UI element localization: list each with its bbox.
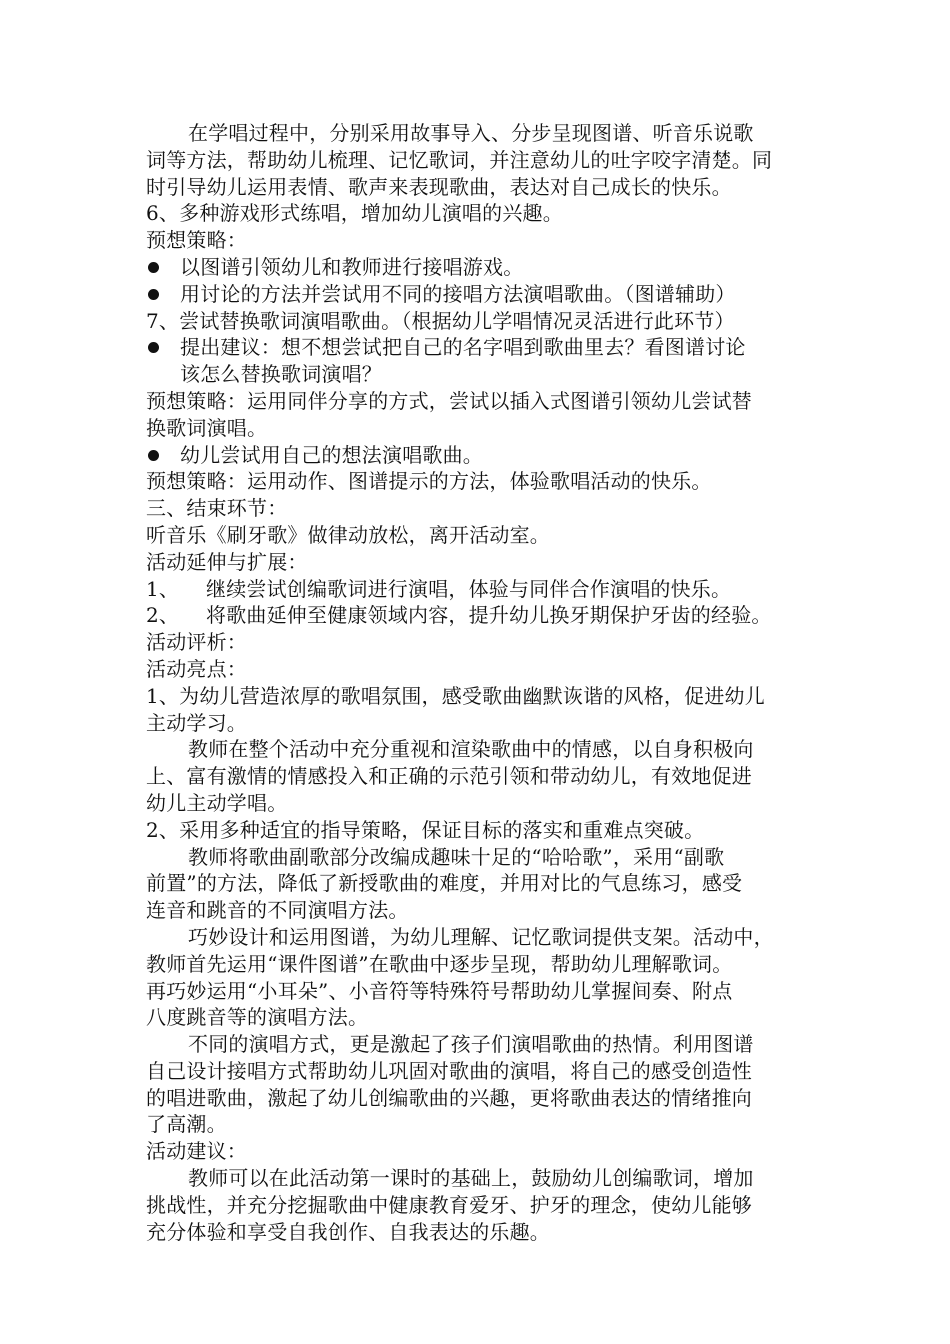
paragraph-line: 前置”的方法，降低了新授歌曲的难度，并用对比的气息练习，感受 — [146, 871, 743, 896]
paragraph-line: 词等方法，帮助幼儿梳理、记忆歌词，并注意幼儿的吐字咬字清楚。同 — [146, 147, 773, 172]
section-heading: 三、结束环节： — [146, 496, 288, 521]
bullet-item: 用讨论的方法并尝试用不同的接唱方法演唱歌曲。（图谱辅助） — [146, 281, 818, 308]
paragraph-line: 教师可以在此活动第一课时的基础上，鼓励幼儿创编歌词，增加 — [188, 1166, 754, 1191]
item-number: 1、 — [146, 576, 180, 601]
strategy-line: 预想策略：运用同伴分享的方式，尝试以插入式图谱引领幼儿尝试替 — [146, 388, 752, 413]
paragraph-line: 教师在整个活动中充分重视和渲染歌曲中的情感，以自身积极向 — [188, 737, 754, 762]
strategy-label: 预想策略： — [146, 228, 247, 253]
paragraph-line: 连音和跳音的不同演唱方法。 — [146, 898, 409, 923]
paragraph-line: 教师将歌曲副歌部分改编成趣味十足的“哈哈歌”，采用“副歌 — [188, 844, 725, 869]
paragraph-line: 的唱进歌曲，激起了幼儿创编歌曲的兴趣，更将歌曲表达的情绪推向 — [146, 1085, 752, 1110]
paragraph-line: 上、富有激情的情感投入和正确的示范引领和带动幼儿，有效地促进 — [146, 764, 752, 789]
item-text: 继续尝试创编歌词进行演唱，体验与同伴合作演唱的快乐。 — [206, 576, 732, 601]
numbered-item — [146, 576, 818, 603]
paragraph-line: 八度跳音等的演唱方法。 — [146, 1005, 369, 1030]
item-number: 2、 — [146, 603, 180, 628]
paragraph-line: 教师首先运用“课件图谱”在歌曲中逐步呈现，帮助幼儿理解歌词。 — [146, 951, 733, 976]
highlight-heading: 1、为幼儿营造浓厚的歌唱氛围，感受歌曲幽默诙谐的风格，促进幼儿 — [146, 683, 765, 708]
step-heading: 7、尝试替换歌词演唱歌曲。（根据幼儿学唱情况灵活进行此环节） — [146, 308, 735, 333]
paragraph-line: 再巧妙运用“小耳朵”、小音符等特殊符号帮助幼儿掌握间奏、附点 — [146, 978, 733, 1003]
document-body — [146, 120, 818, 1245]
bullet-item: 提出建议：想不想尝试把自己的名字唱到歌曲里去？看图谱讨论 — [146, 334, 818, 361]
numbered-item — [146, 602, 818, 629]
highlight-heading: 2、采用多种适宜的指导策略，保证目标的落实和重难点突破。 — [146, 817, 705, 842]
step-heading: 6、多种游戏形式练唱，增加幼儿演唱的兴趣。 — [146, 201, 563, 226]
paragraph-line: 自己设计接唱方式帮助幼儿巩固对歌曲的演唱，将自己的感受创造性 — [146, 1058, 752, 1083]
section-heading: 活动亮点： — [146, 656, 247, 681]
paragraph-line: 听音乐《刷牙歌》做律动放松，离开活动室。 — [146, 522, 550, 547]
strategy-line: 预想策略：运用动作、图谱提示的方法，体验歌唱活动的快乐。 — [146, 469, 712, 494]
paragraph-line: 了高潮。 — [146, 1112, 227, 1137]
bullet-item: 幼儿尝试用自己的想法演唱歌曲。 — [146, 442, 818, 469]
paragraph-line: 充分体验和享受自我创作、自我表达的乐趣。 — [146, 1219, 550, 1244]
paragraph-line: 不同的演唱方式，更是激起了孩子们演唱歌曲的热情。利用图谱 — [188, 1032, 754, 1057]
paragraph-line: 巧妙设计和运用图谱，为幼儿理解、记忆歌词提供支架。活动中， — [188, 924, 774, 949]
bullet-item-continued: 该怎么替换歌词演唱？ — [180, 362, 382, 387]
paragraph-line: 幼儿主动学唱。 — [146, 790, 288, 815]
section-heading: 活动评析： — [146, 630, 247, 655]
highlight-heading: 主动学习。 — [146, 710, 247, 735]
paragraph-line: 在学唱过程中，分别采用故事导入、分步呈现图谱、听音乐说歌 — [188, 121, 754, 145]
strategy-line: 换歌词演唱。 — [146, 415, 268, 440]
section-heading: 活动建议： — [146, 1139, 247, 1164]
paragraph-line: 时引导幼儿运用表情、歌声来表现歌曲，表达对自己成长的快乐。 — [146, 174, 732, 199]
bullet-item: 以图谱引领幼儿和教师进行接唱游戏。 — [146, 254, 818, 281]
paragraph-line: 挑战性，并充分挖掘歌曲中健康教育爱牙、护牙的理念，使幼儿能够 — [146, 1192, 752, 1217]
item-text: 将歌曲延伸至健康领域内容，提升幼儿换牙期保护牙齿的经验。 — [206, 603, 772, 628]
section-heading: 活动延伸与扩展： — [146, 549, 308, 574]
